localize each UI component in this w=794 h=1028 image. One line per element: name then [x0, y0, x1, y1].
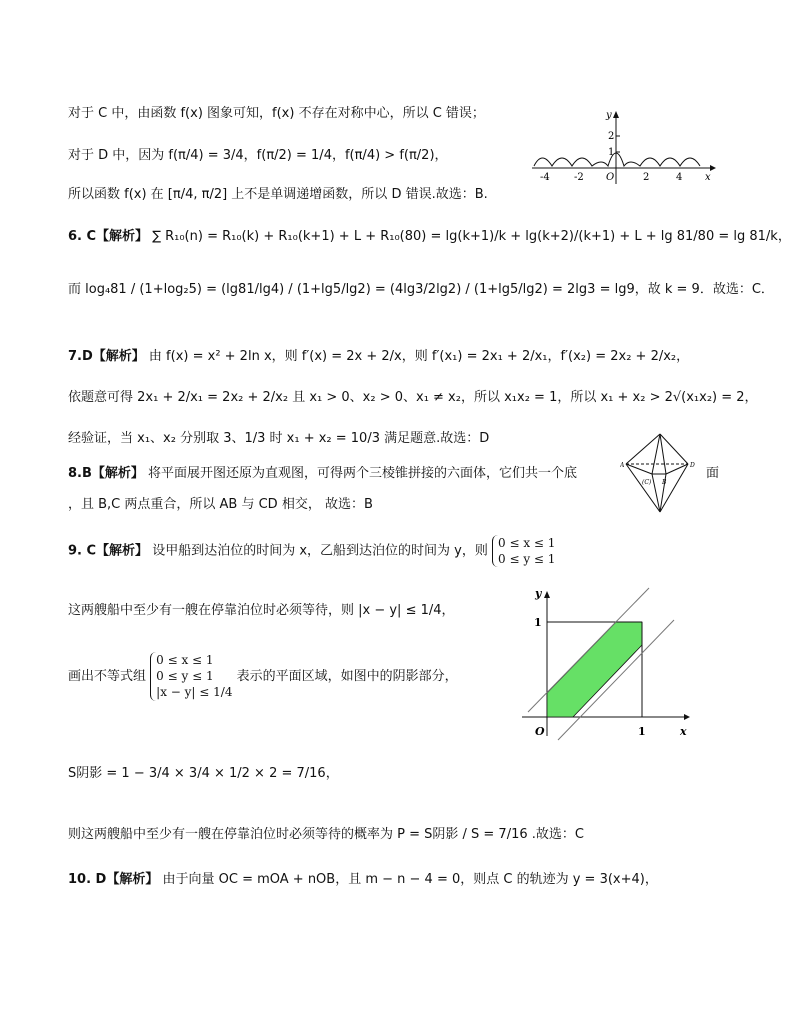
wave-tick-x-4: 4: [676, 172, 683, 183]
probability-region-figure: [514, 586, 694, 746]
q10-line-1: [68, 870, 658, 890]
pyramid-label-a: A: [620, 462, 625, 469]
pyramid-label-d: D: [690, 462, 695, 469]
wave-tick-x-neg2: -2: [574, 172, 584, 183]
wave-tick-x-2: 2: [643, 172, 650, 183]
sys2-row-1: 0 ≤ x ≤ 1: [156, 653, 214, 667]
q9-text: 设甲船到达泊位的时间为 x，乙船到达泊位的时间为 y，则: [152, 543, 488, 559]
q6-sum-text: ∑ R₁₀(n) = R₁₀(k) + R₁₀(k+1) + L + R₁₀(80) = lg(k+1)/k + lg(k+2)/(k+1) + L + lg 81/80 = lg 81/k，: [152, 229, 791, 244]
q7-label: 7.D【解析】: [68, 349, 145, 364]
sys1-row-2: 0 ≤ y ≤ 1: [498, 552, 556, 567]
q9-line-4: S阴影 = 1 − 3/4 × 3/4 × 1/2 × 2 = 7/16，: [68, 766, 339, 781]
sys1-row-1: 0 ≤ x ≤ 1: [498, 536, 556, 550]
q8-text: 将平面展开图还原为直观图，可得两个三棱锥拼接的六面体，它们共一个底: [148, 466, 578, 481]
region-x-label: x: [680, 725, 687, 738]
q7-line-3: 经验证，当 x₁、x₂ 分别取 3、1/3 时 x₁ + x₂ = 10/3 满足题意.故选：D: [68, 431, 490, 446]
q8-line-1-end: 面: [706, 466, 720, 481]
q7-line-1: [68, 347, 689, 367]
sys2-row-3: |x − y| ≤ 1/4: [156, 685, 233, 700]
wave-origin-label: O: [606, 172, 615, 183]
d-option-line-2: 所以函数 f(x) 在 [π/4, π/2] 上不是单调递增函数，所以 D 错误.故选：B.: [68, 187, 488, 202]
pyramid-label-b: B: [662, 479, 667, 486]
wave-y-label: y: [606, 110, 612, 121]
q9-line3b-text: 表示的平面区域，如图中的阴影部分，: [236, 668, 458, 684]
region-origin-label: O: [535, 725, 545, 738]
pyramid-label-c: (C): [642, 479, 652, 486]
q7-derivative-text: 由 f(x) = x² + 2ln x，则 f′(x) = 2x + 2/x，则 f′(x₁) = 2x₁ + 2/x₁，f′(x₂) = 2x₂ + 2/x₂，: [148, 349, 690, 364]
q9-line-1: [68, 535, 555, 567]
system-of-inequalities-1: [492, 535, 555, 567]
q6-line-2: 而 log₄81 / (1+log₂5) = (lg81/lg4) / (1+lg5/lg2) = (4lg3/2lg2) / (1+lg5/lg2) = 2lg3 = lg9，故 k = 9．故选：C．: [68, 282, 774, 297]
system-of-inequalities-2: [150, 652, 232, 701]
q9-line-2: 这两艘船中至少有一艘在停靠泊位时必须等待，则 |x − y| ≤ 1/4，: [68, 603, 455, 618]
d-option-line-1: 对于 D 中，因为 f(π/4) = 3/4，f(π/2) = 1/4，f(π/4) > f(π/2)，: [68, 148, 448, 163]
region-y-label: y: [535, 587, 542, 600]
wave-x-label: x: [705, 172, 711, 183]
region-tick-x: 1: [638, 725, 646, 738]
wave-tick-y-2: 2: [608, 131, 615, 142]
q9-line-3: [68, 652, 458, 701]
wave-tick-x-neg4: -4: [540, 172, 550, 183]
q7-line-2: 依题意可得 2x₁ + 2/x₁ = 2x₂ + 2/x₂ 且 x₁ > 0、x₂ > 0、x₁ ≠ x₂，所以 x₁x₂ = 1，所以 x₁ + x₂ > 2√(x₁x₂) = 2，: [68, 390, 758, 405]
region-tick-y: 1: [534, 616, 542, 629]
q8-line-2: ，且 B,C 两点重合，所以 AB 与 CD 相交， 故选：B: [68, 497, 373, 512]
c-option-line: 对于 C 中，由函数 f(x) 图象可知，f(x) 不存在对称中心，所以 C 错误；: [68, 106, 485, 121]
q10-text: 由于向量 OC = mOA + nOB，且 m − n − 4 = 0，则点 C 的轨迹为 y = 3(x+4)，: [162, 872, 658, 887]
wave-tick-y-1: 1: [608, 147, 615, 158]
double-pyramid-figure: [620, 432, 700, 514]
q6-line-1: [68, 227, 791, 247]
q8-label: 8.B【解析】: [68, 466, 144, 481]
sys2-row-2: 0 ≤ y ≤ 1: [156, 669, 214, 684]
q9-line-5: 则这两艘船中至少有一艘在停靠泊位时必须等待的概率为 P = S阴影 / S = 7/16 .故选：C: [68, 827, 584, 842]
wave-function-graph: [530, 108, 716, 186]
q9-label: 9. C【解析】: [68, 543, 149, 559]
q8-line-1: [68, 464, 577, 484]
q9-line3-text: 画出不等式组: [68, 668, 147, 684]
q6-label: 6. C【解析】: [68, 229, 149, 244]
q10-label: 10. D【解析】: [68, 872, 159, 887]
